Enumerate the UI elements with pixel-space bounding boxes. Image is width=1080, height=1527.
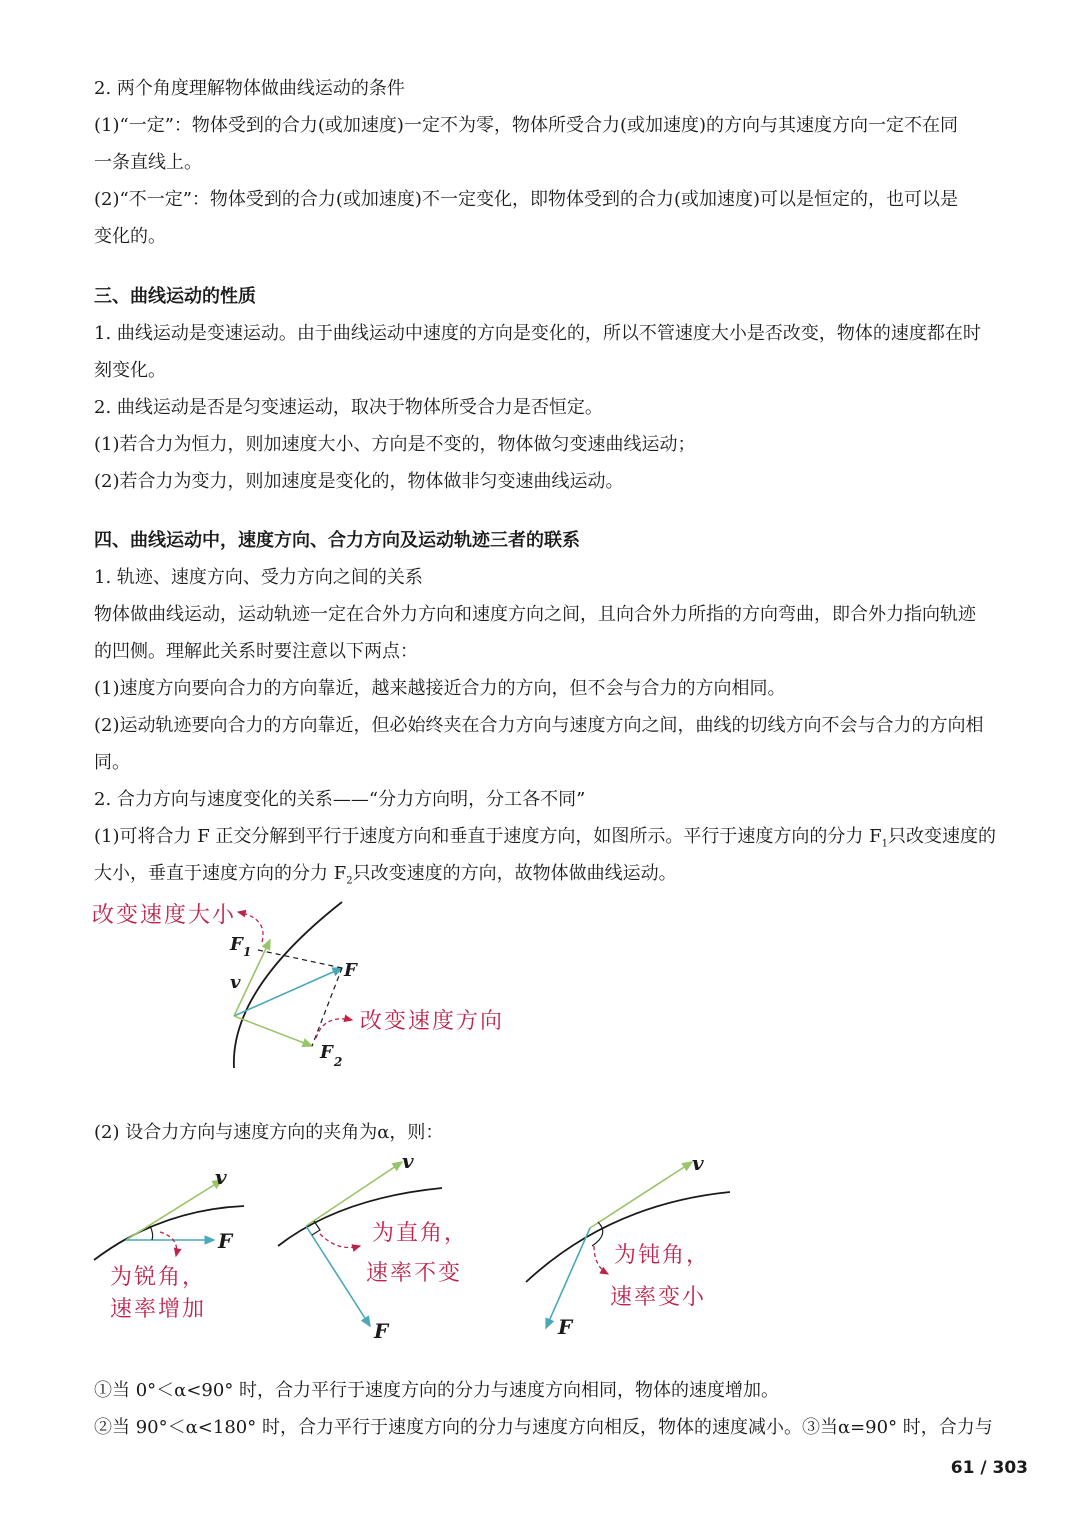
note-line2: 速率不变 — [366, 1261, 463, 1286]
paragraph: (1)速度方向要向合力的方向靠近，越来越接近合力的方向，但不会与合力的方向相同。 — [94, 678, 786, 699]
paragraph: 变化的。 — [94, 226, 166, 247]
section-heading: 三、曲线运动的性质 — [94, 286, 256, 307]
label-v: v — [230, 972, 241, 993]
paragraph: 刻变化。 — [94, 360, 166, 381]
paragraph: 1. 曲线运动是变速运动。由于曲线运动中速度的方向是变化的，所以不管速度大小是否改变，物体的速度都在时 — [94, 323, 981, 344]
label-f1-sub: 1 — [243, 945, 252, 959]
label-f2-sub: 2 — [334, 1055, 343, 1069]
label-f: F — [344, 960, 357, 981]
paragraph: ②当 90°＜α<180° 时，合力平行于速度方向的分力与速度方向相反，物体的速度减小。③当α=90° 时，合力与 — [94, 1417, 993, 1438]
note-line2: 速率变小 — [610, 1285, 707, 1310]
panel-right — [278, 1149, 468, 1343]
note-pointer — [160, 1232, 177, 1256]
paragraph: 大小，垂直于速度方向的分力 $F_2$只改变速度的方向，故物体做曲线运动。 — [94, 863, 677, 887]
label-v: v — [215, 1165, 227, 1189]
velocity-arrow — [306, 1162, 402, 1226]
velocity-arrow — [590, 1162, 692, 1228]
dashed-line — [258, 950, 342, 968]
paragraph: 2. 两个角度理解物体做曲线运动的条件 — [94, 78, 405, 99]
paragraph: (1)可将合力 F 正交分解到平行于速度方向和垂直于速度方向，如图所示。平行于速度方向的分力 $F_1$只改变速度的 — [94, 826, 997, 850]
paragraph: (1)若合力为恒力，则加速度大小、方向是不变的，物体做匀变速曲线运动； — [94, 434, 696, 455]
force-arrow — [546, 1228, 590, 1328]
paragraph: (2) 设合力方向与速度方向的夹角为α，则： — [94, 1122, 444, 1143]
paragraph: 同。 — [94, 752, 130, 773]
panel-acute — [94, 1165, 244, 1322]
note-line1: 为直角， — [372, 1221, 469, 1246]
note-line1: 为钝角， — [614, 1243, 711, 1268]
label-v: v — [402, 1149, 414, 1173]
label-v: v — [692, 1151, 704, 1175]
paragraph: (1)“一定”：物体受到的合力(或加速度)一定不为零，物体所受合力(或加速度)的方向与其速度方向一定不在同 — [94, 115, 958, 136]
angle-cases-figure — [80, 1148, 760, 1348]
paragraph: 的凹侧。理解此关系时要注意以下两点： — [94, 641, 418, 662]
paragraph: 物体做曲线运动，运动轨迹一定在合外力方向和速度方向之间，且向合外力所指的方向弯曲，即合外力指向轨迹 — [94, 604, 976, 625]
label-f: F — [374, 1319, 389, 1343]
label-f: F — [558, 1315, 573, 1339]
page-number: 61 / 303 — [950, 1458, 1028, 1478]
label-f: F — [218, 1229, 233, 1253]
panel-obtuse — [526, 1151, 730, 1339]
force-arrow — [306, 1226, 370, 1326]
note-line1: 为锐角， — [110, 1265, 207, 1290]
paragraph: 一条直线上。 — [94, 152, 202, 173]
paragraph: (2)运动轨迹要向合力的方向靠近，但必始终夹在合力方向与速度方向之间，曲线的切线方向不会与合力的方向相 — [94, 715, 984, 736]
label-f1: F — [230, 934, 243, 955]
paragraph: ①当 0°＜α<90° 时，合力平行于速度方向的分力与速度方向相同，物体的速度增加。 — [94, 1380, 780, 1401]
force-decomposition-figure — [80, 890, 520, 1080]
note-pointer — [320, 1234, 360, 1248]
label-f2: F — [320, 1042, 333, 1063]
section-heading: 四、曲线运动中，速度方向、合力方向及运动轨迹三者的联系 — [94, 530, 580, 551]
trajectory-curve — [526, 1192, 730, 1282]
angle-arc — [150, 1226, 153, 1240]
force-arrow — [234, 968, 342, 1016]
note-change-direction: 改变速度方向 — [360, 1009, 505, 1034]
paragraph: (2)若合力为变力，则加速度是变化的，物体做非匀变速曲线运动。 — [94, 471, 624, 492]
paragraph: 1. 轨迹、速度方向、受力方向之间的关系 — [94, 567, 423, 588]
note-change-magnitude: 改变速度大小 — [92, 903, 237, 928]
note-pointer — [594, 1246, 608, 1274]
paragraph: 2. 合力方向与速度变化的关系——“分力方向明，分工各不同” — [94, 789, 586, 810]
note-line2: 速率增加 — [110, 1297, 207, 1322]
f2-arrow — [234, 1016, 312, 1046]
paragraph: 2. 曲线运动是否是匀变速运动，取决于物体所受合力是否恒定。 — [94, 397, 603, 418]
paragraph: (2)“不一定”：物体受到的合力(或加速度)不一定变化，即物体受到的合力(或加速度)可以是恒定的，也可以是 — [94, 189, 958, 210]
